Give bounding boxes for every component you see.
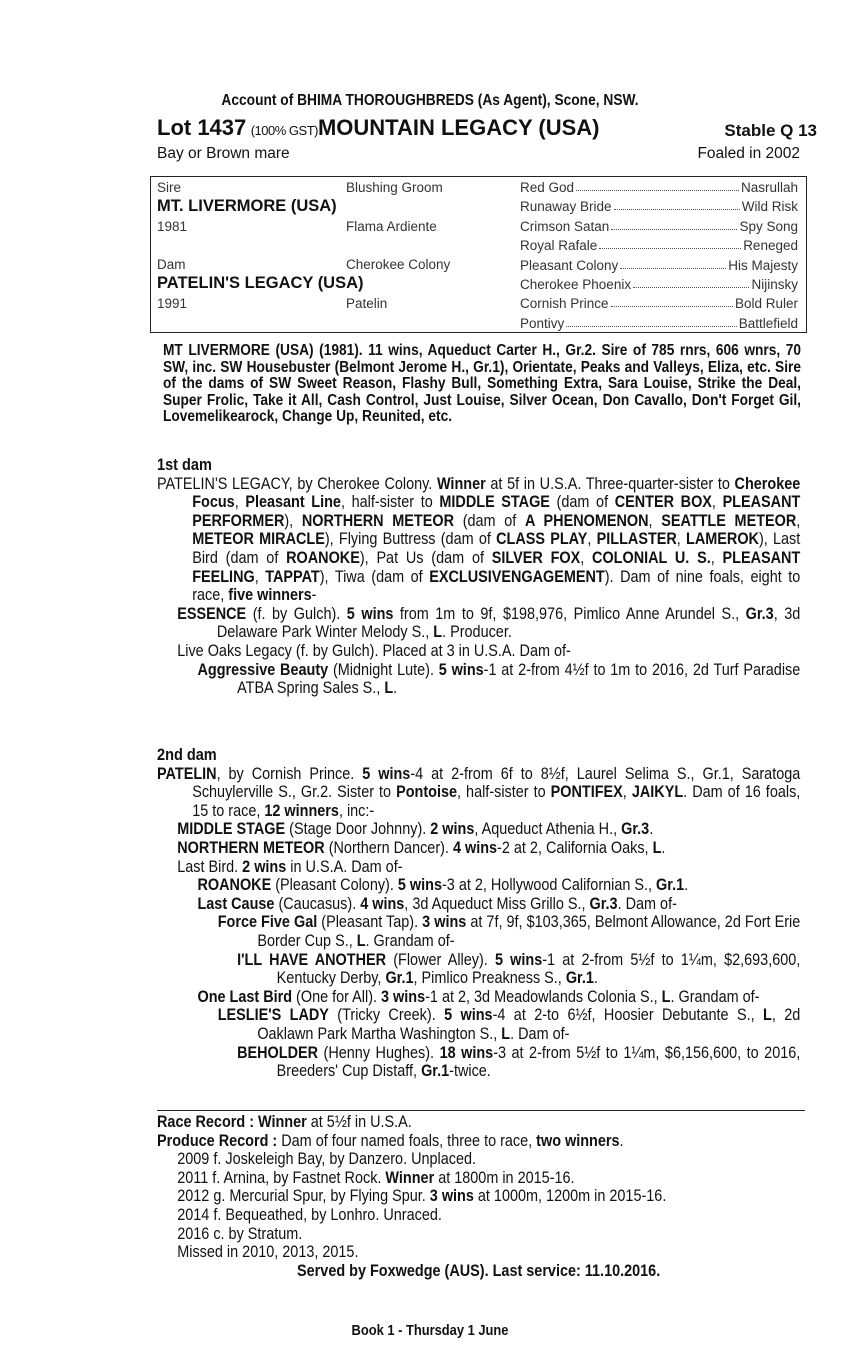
dam-name: PATELIN'S LEGACY (USA) [157, 274, 364, 292]
text-run: (Pleasant Tap). [317, 913, 423, 932]
ancestor-name: Pleasant Colony [520, 257, 619, 273]
ancestor-sire-name: Bold Ruler [734, 296, 798, 312]
ancestor-name: Royal Rafale [520, 238, 598, 254]
text-run: 2011 f. Arnina, by Fastnet Rock. [177, 1168, 386, 1187]
bold-text-run: L [652, 838, 662, 857]
dot-leader [599, 238, 741, 249]
sire-sire: Blushing Groom [346, 180, 443, 195]
ancestor-sire-name: Reneged [743, 238, 798, 254]
bold-text-run: Cherokee Focus [192, 474, 801, 512]
horse-name: MOUNTAIN LEGACY (USA) [317, 115, 600, 140]
progeny-entry [157, 661, 800, 698]
text-run: ), [284, 511, 302, 530]
race-record [157, 1113, 800, 1132]
text-run: . [593, 969, 598, 988]
text-run: -twice. [449, 1062, 491, 1081]
progeny-entry [157, 1006, 800, 1043]
ancestor-name: Cornish Prince [520, 296, 609, 312]
sire-summary: MT LIVERMORE (USA) (1981). 11 wins, Aqueduct Carter H., Gr.2. Sire of 785 rnrs, 606 wnrs, 70 SW, inc. SW Housebuster (Belmont Jerome H., Gr.1), Orientate, Peaks and Valleys, Eliza, etc. Sire of the dams of SW Sweet Reason, Flashy Bull, Something Extra, Sara Louise, Strike the Deal, Super Frolic, Take it All, Cash Control, Just Louise, Silver Ocean, Don Cavallo, Don't Forget Gil, Lovemelikearock, Change Up, Reunited, etc. [163, 342, 801, 425]
foal-entry [157, 1243, 800, 1262]
bold-text-run: 5 wins [397, 876, 442, 895]
text-run: , half-sister to [340, 493, 440, 512]
bold-text-run: 5 wins [494, 950, 543, 969]
text-run: (Henny Hughes). [318, 1043, 440, 1062]
text-run: (Midnight Lute). [328, 660, 439, 679]
text-run: -3 at 2, Hollywood Californian S., [441, 876, 657, 895]
text-run: Last Bird. [177, 857, 243, 876]
foal-entry [157, 1150, 800, 1169]
pedigree-ancestor-row [520, 199, 798, 214]
text-run: . [649, 820, 654, 839]
progeny-entry [157, 988, 800, 1007]
bold-text-run: TAPPAT [265, 567, 320, 586]
bold-text-run: 2 wins [430, 820, 475, 839]
first-dam-section [157, 456, 800, 698]
text-run: -2 at 2, California Oaks, [497, 838, 653, 857]
bold-text-run: Aggressive Beauty [197, 660, 329, 679]
text-run: (dam of [454, 511, 525, 530]
bold-text-run: I'LL HAVE ANOTHER [237, 950, 387, 969]
text-run: . [661, 838, 666, 857]
text-run: , [711, 493, 723, 512]
bold-text-run: 5 wins [362, 764, 411, 783]
produce-record [157, 1132, 800, 1151]
bold-text-run: L [661, 987, 671, 1006]
dam-year: 1991 [157, 296, 188, 311]
bold-text-run: Force Five Gal [217, 913, 318, 932]
bold-text-run: ROANOKE [286, 548, 360, 567]
text-run: , [622, 783, 632, 802]
bold-text-run: two winners [536, 1131, 620, 1150]
text-run: . [619, 1131, 624, 1150]
text-run: -1 at 2, 3d Meadowlands Colonia S., [425, 987, 662, 1006]
text-run: (Stage Door Johnny). [285, 820, 431, 839]
text-run: Missed in 2010, 2013, 2015. [177, 1243, 359, 1262]
bold-text-run: Gr.3 [589, 894, 618, 913]
ancestor-sire-name: Nijinsky [751, 277, 798, 292]
pedigree-ancestor-row [520, 296, 798, 311]
text-run: , 2d Oaklawn Park Martha Washington S., [257, 1006, 801, 1043]
bold-text-run: Gr.1 [421, 1062, 450, 1081]
foal-entry [157, 1225, 800, 1244]
text-run: . Dam of- [617, 894, 677, 913]
bold-text-run: Pleasant Line [245, 493, 341, 512]
bold-text-run: Race Record : [157, 1113, 259, 1131]
progeny-entry [157, 858, 800, 877]
text-run: from 1m to 9f, $198,976, Pimlico Anne Arundel S., [393, 604, 746, 623]
bold-text-run: PONTIFEX [550, 783, 623, 802]
ancestor-name: Pontivy [520, 315, 565, 331]
text-run: 2012 g. Mercurial Spur, by Flying Spur. [177, 1187, 430, 1206]
text-run: at 1000m, 1200m in 2015-16. [473, 1187, 667, 1206]
foaled-year: Foaled in 2002 [697, 145, 800, 162]
text-run: ), Flying Buttress (dam of [324, 530, 497, 549]
bold-text-run: PILLASTER [596, 530, 677, 549]
text-run: ). Dam of nine foals, eight to race, [192, 567, 801, 605]
ancestor-sire-name: His Majesty [728, 257, 798, 273]
text-run: . Grandam of- [670, 987, 760, 1006]
progeny-entry [157, 642, 800, 661]
text-run: (Flower Alley). [386, 950, 495, 969]
text-run: , [580, 548, 593, 567]
bold-text-run: 5 wins [346, 604, 394, 623]
text-run: , inc:- [338, 801, 375, 820]
dam-dam: Patelin [346, 296, 388, 311]
bold-text-run: L [763, 1006, 772, 1025]
bold-text-run: EXCLUSIVENGAGEMENT [429, 567, 605, 586]
bold-text-run: LAMEROK [686, 530, 759, 549]
text-run: , Pimlico Preakness S., [413, 969, 566, 988]
bold-text-run: Gr.3 [621, 820, 650, 839]
bold-text-run: L [433, 623, 443, 642]
pedigree-ancestor-row [520, 180, 798, 195]
text-run: -4 at 2-to 6½f, Hoosier Debutante S., [492, 1006, 764, 1025]
bold-text-run: 18 wins [439, 1043, 494, 1062]
bold-text-run: COLONIAL U. S. [592, 548, 711, 567]
text-run: (dam of [549, 493, 615, 512]
dam-paragraph [157, 475, 800, 605]
pedigree-ancestor-row [520, 238, 798, 253]
sire-dam: Flama Ardiente [346, 219, 437, 234]
dot-leader [566, 316, 736, 327]
text-run: ), Pat Us (dam of [359, 548, 492, 567]
records-section [157, 1113, 800, 1280]
text-run: . Dam of 16 foals, 15 to race, [192, 783, 801, 820]
bold-text-run: ESSENCE [177, 604, 247, 623]
foal-entry [157, 1187, 800, 1206]
foal-entry [157, 1206, 800, 1225]
text-run: . Producer. [442, 623, 512, 642]
text-run: in U.S.A. Dam of- [286, 857, 403, 876]
progeny-entry [157, 913, 800, 950]
progeny-entry [157, 605, 800, 642]
dot-leader [611, 296, 733, 307]
text-run: . Grandam of- [365, 931, 455, 950]
bold-text-run: 5 wins [444, 1006, 493, 1025]
page-footer: Book 1 - Thursday 1 June [351, 1322, 509, 1339]
text-run: 2014 f. Bequeathed, by Lonhro. Unraced. [177, 1205, 442, 1224]
pedigree-ancestor-row [520, 316, 798, 331]
text-run: 2016 c. by Stratum. [177, 1224, 303, 1243]
bold-text-run: L [356, 931, 366, 950]
dot-leader [614, 199, 740, 210]
bold-text-run: SILVER FOX [491, 548, 581, 567]
bold-text-run: Gr.1 [656, 876, 685, 895]
bold-text-run: five winners [228, 586, 312, 605]
text-run: , [254, 567, 266, 586]
bold-text-run: ROANOKE [197, 876, 272, 895]
dam-label: Dam [157, 257, 186, 272]
text-run: ), Tiwa (dam of [319, 567, 430, 586]
dam-sire: Cherokee Colony [346, 257, 451, 272]
bold-text-run: 3 wins [429, 1187, 474, 1206]
stable-number: Stable Q 13 [724, 121, 817, 140]
text-run: 2009 f. Joskeleigh Bay, by Danzero. Unplaced. [177, 1150, 477, 1169]
ancestor-sire-name: Wild Risk [741, 199, 798, 215]
text-run: , 3d Delaware Park Winter Melody S., [216, 604, 801, 642]
bold-text-run: PATELIN [157, 764, 217, 783]
text-run: at 5½f in U.S.A. [306, 1113, 412, 1131]
bold-text-run: METEOR MIRACLE [192, 530, 325, 549]
pedigree-table [150, 176, 807, 333]
dot-leader [576, 180, 739, 191]
text-run: Dam of four named foals, three to race, [281, 1131, 537, 1150]
text-run: (Caucasus). [274, 894, 361, 913]
bold-text-run: Produce Record : [157, 1131, 282, 1150]
bold-text-run: 5 wins [438, 660, 484, 679]
text-run: at 1800m in 2015-16. [434, 1168, 575, 1187]
bold-text-run: Winner [258, 1113, 307, 1131]
bold-text-run: L [384, 679, 394, 698]
first-dam-heading: 1st dam [157, 456, 212, 474]
ancestor-name: Crimson Satan [520, 218, 610, 234]
text-run: , [710, 548, 723, 567]
bold-text-run: PLEASANT PERFORMER [192, 493, 801, 530]
text-run: -1 at 2-from 4½f to 1m to 2016, 2d Turf Paradise ATBA Spring Sales S., [237, 660, 801, 698]
text-run: ), Last Bird (dam of [192, 530, 801, 567]
bold-text-run: Gr.1 [385, 969, 414, 988]
bold-text-run: LESLIE'S LADY [217, 1006, 329, 1025]
bold-text-run: Last Cause [197, 894, 275, 913]
ancestor-sire-name: Battlefield [738, 315, 798, 331]
bold-text-run: Gr.1 [565, 969, 594, 988]
bold-text-run: 3 wins [381, 987, 426, 1006]
text-run: . [684, 876, 689, 895]
text-run: , [587, 530, 597, 549]
bold-text-run: CLASS PLAY [496, 530, 588, 549]
bold-text-run: JAIKYL [631, 783, 684, 802]
bold-text-run: Pontoise [396, 783, 458, 802]
ancestor-sire-name: Spy Song [739, 218, 798, 234]
second-dam-heading: 2nd dam [157, 746, 217, 764]
bold-text-run: 3 wins [422, 913, 467, 932]
text-run: -3 at 2-from 5½f to 1¼m, $6,156,600, to 2016, Breeders' Cup Distaff, [276, 1043, 801, 1081]
progeny-entry [157, 895, 800, 914]
ancestor-name: Red God [520, 180, 575, 195]
sire-label: Sire [157, 180, 182, 195]
bold-text-run: CENTER BOX [614, 493, 712, 512]
served-note: Served by Foxwedge (AUS). Last service: 11.10.2016. [297, 1261, 661, 1280]
bold-text-run: 12 winners [264, 801, 339, 820]
bold-text-run: L [501, 1024, 511, 1043]
text-run: -1 at 2-from 5½f to 1¼m, $2,693,600, Kentucky Derby, [276, 950, 801, 988]
sire-year: 1981 [157, 219, 188, 234]
bold-text-run: MIDDLE STAGE [177, 820, 286, 839]
bold-text-run: NORTHERN METEOR [301, 511, 454, 530]
text-run: at 7f, 9f, $103,365, Belmont Allowance, 2d Fort Erie Border Cup S., [257, 913, 801, 950]
text-run: - [311, 586, 317, 605]
bold-text-run: 4 wins [452, 838, 498, 857]
bold-text-run: 2 wins [242, 857, 287, 876]
text-run: , [234, 493, 246, 512]
text-run: , Aqueduct Athenia H., [474, 820, 622, 839]
divider [157, 1110, 805, 1111]
second-dam-section [157, 746, 800, 1081]
bold-text-run: Winner [436, 474, 486, 493]
text-run: , [796, 511, 801, 530]
text-run: , [648, 511, 662, 530]
ancestor-name: Runaway Bride [520, 199, 612, 215]
text-run: Live Oaks Legacy (f. by Gulch). Placed at 3 in U.S.A. Dam of- [177, 641, 571, 660]
text-run: PATELIN'S LEGACY, by Cherokee Colony. [157, 474, 437, 493]
pedigree-ancestor-row [520, 277, 798, 292]
gst-note: (100% GST) [250, 123, 318, 138]
text-run: , [676, 530, 687, 549]
text-run: (Tricky Creek). [328, 1006, 445, 1025]
text-run: , 3d Aqueduct Miss Grillo S., [404, 894, 590, 913]
progeny-entry [157, 820, 800, 839]
dot-leader [620, 258, 726, 269]
ancestor-name: Cherokee Phoenix [520, 277, 632, 292]
text-run: (f. by Gulch). [246, 604, 347, 623]
vendor-account: Account of BHIMA THOROUGHBREDS (As Agent), Scone, NSW. [221, 92, 639, 109]
text-run: , by Cornish Prince. [216, 764, 363, 783]
progeny-entry [157, 839, 800, 858]
bold-text-run: One Last Bird [197, 987, 293, 1006]
dot-leader [611, 219, 737, 230]
lot-number: Lot 1437 [157, 115, 247, 140]
bold-text-run: Gr.3 [745, 604, 774, 623]
pedigree-ancestor-row [520, 258, 798, 273]
text-run: . Dam of- [510, 1024, 570, 1043]
bold-text-run: BEHOLDER [237, 1043, 319, 1062]
bold-text-run: PLEASANT FEELING [192, 548, 801, 586]
bold-text-run: A PHENOMENON [524, 511, 649, 530]
text-run: -4 at 2-from 6f to 8½f, Laurel Selima S., Gr.1, Saratoga Schuylerville S., Gr.2. Sister to [192, 764, 801, 802]
bold-text-run: Winner [385, 1168, 435, 1187]
text-run: . [393, 679, 398, 698]
pedigree-ancestor-row [520, 219, 798, 234]
dot-leader [633, 277, 749, 288]
bold-text-run: MIDDLE STAGE [439, 493, 550, 512]
colour-sex: Bay or Brown mare [157, 145, 290, 162]
sire-name: MT. LIVERMORE (USA) [157, 197, 337, 215]
text-run: at 5f in U.S.A. Three-quarter-sister to [485, 474, 735, 493]
foal-entry [157, 1169, 800, 1188]
lot-title-line [157, 115, 817, 141]
bold-text-run: SEATTLE METEOR [661, 511, 797, 530]
ancestor-sire-name: Nasrullah [740, 180, 798, 195]
text-run: (One for All). [292, 987, 382, 1006]
progeny-entry [157, 951, 800, 988]
progeny-entry [157, 1044, 800, 1081]
text-run: (Pleasant Colony). [271, 876, 398, 895]
text-run: , half-sister to [457, 783, 551, 802]
bold-text-run: NORTHERN METEOR [177, 838, 325, 857]
text-run: (Northern Dancer). [324, 838, 453, 857]
bold-text-run: 4 wins [360, 894, 405, 913]
dam-paragraph [157, 765, 800, 821]
progeny-entry [157, 876, 800, 895]
